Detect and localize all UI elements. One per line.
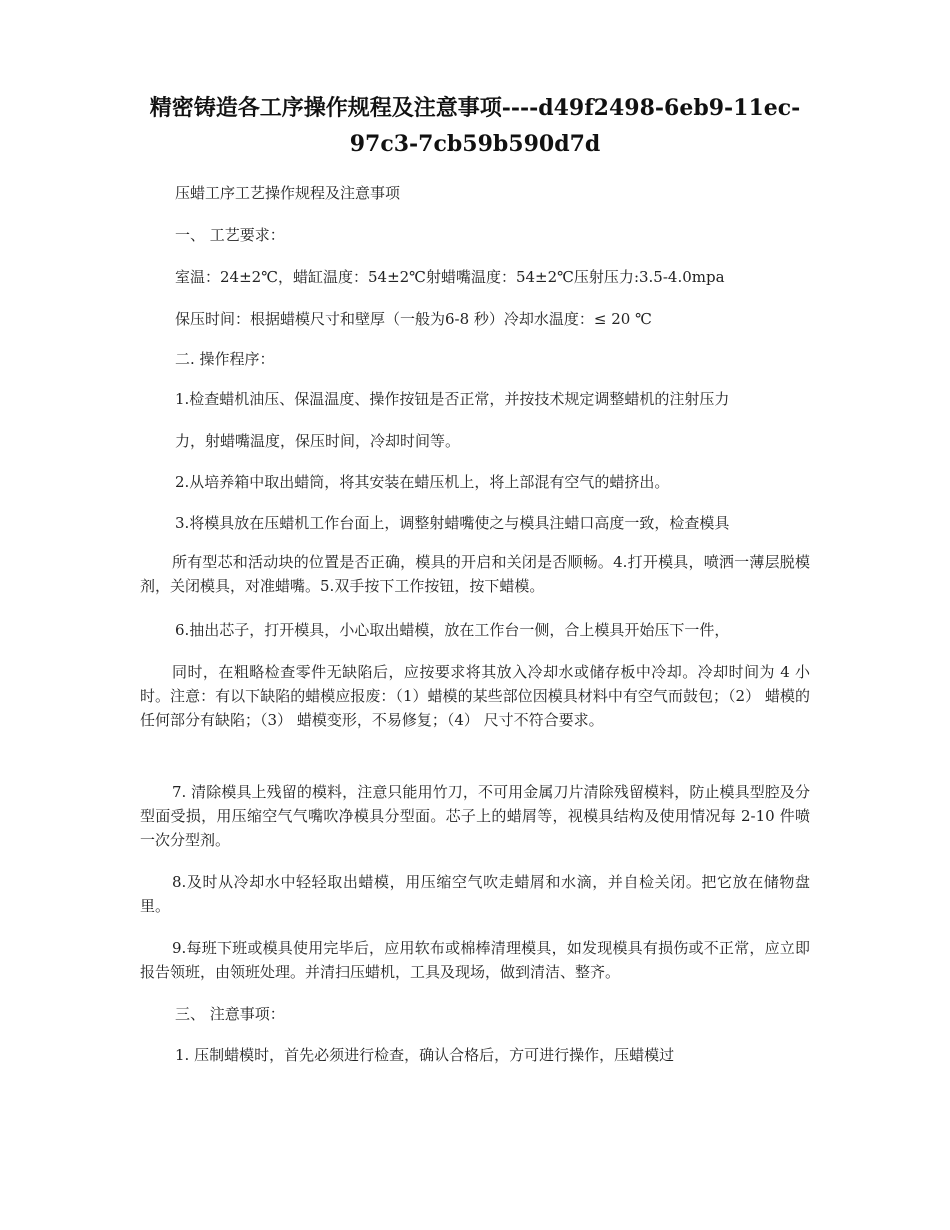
step-1-line-2: 力，射蜡嘴温度，保压时间，冷却时间等。: [175, 432, 461, 450]
title-line-2: 97c3-7cb59b590d7d: [349, 131, 601, 157]
section-heading: 压蜡工序工艺操作规程及注意事项: [175, 184, 401, 202]
title-line-1: 精密铸造各工序操作规程及注意事项----d49f2498-6eb9-11ec-: [149, 95, 801, 121]
step-7: 7. 清除模具上残留的模料，注意只能用竹刀，不可用金属刀片清除残留模料，防止模具型腔及分型面受损，用压缩空气气嘴吹净模具分型面。芯子上的蜡屑等，视模具结构及使用情况每 2-10 件喷一次分型剂。: [140, 783, 810, 849]
requirement-line-2: 保压时间：根据蜡模尺寸和壁厚（一般为6-8 秒）冷却水温度：≤ 20 ℃: [175, 310, 652, 328]
note-1: 1. 压制蜡模时，首先必须进行检查，确认合格后，方可进行操作，压蜡模过: [175, 1046, 675, 1064]
step-8: 8.及时从冷却水中轻轻取出蜡模，用压缩空气吹走蜡屑和水滴，并自检关闭。把它放在储物盘里。: [140, 873, 810, 915]
document-title: [100, 90, 850, 162]
heading-precautions: 三、 注意事项：: [175, 1005, 285, 1023]
step-6-body: 同时，在粗略检查零件无缺陷后，应按要求将其放入冷却水或储存板中冷却。冷却时间为 4 小时。注意：有以下缺陷的蜡模应报废：（1）蜡模的某些部位因模具材料中有空气而鼓包；（2） 蜡模的任何部分有缺陷；（3） 蜡模变形，不易修复；（4） 尺寸不符合要求。: [140, 663, 810, 729]
heading-process-requirements: 一、 工艺要求：: [175, 226, 285, 244]
step-3-to-5: 所有型芯和活动块的位置是否正确，模具的开启和关闭是否顺畅。4.打开模具，喷洒一薄层脱模剂，关闭模具，对准蜡嘴。5.双手按下工作按钮，按下蜡模。: [140, 553, 810, 595]
requirement-line-1: 室温：24±2℃，蜡缸温度：54±2℃射蜡嘴温度：54±2℃压射压力:3.5-4.0mpa: [175, 268, 725, 286]
step-3-line-1: 3.将模具放在压蜡机工作台面上，调整射蜡嘴使之与模具注蜡口高度一致，检查模具: [175, 514, 730, 532]
step-1-line-1: 1.检查蜡机油压、保温温度、操作按钮是否正常，并按技术规定调整蜡机的注射压力: [175, 390, 730, 408]
heading-operating-procedure: 二. 操作程序：: [175, 350, 275, 368]
step-9: 9.每班下班或模具使用完毕后，应用软布或棉棒清理模具，如发现模具有损伤或不正常，应立即报告领班，由领班处理。并清扫压蜡机，工具及现场，做到清洁、整齐。: [140, 939, 810, 981]
step-2: 2.从培养箱中取出蜡筒，将其安装在蜡压机上，将上部混有空气的蜡挤出。: [175, 473, 670, 491]
step-6-line-1: 6.抽出芯子，打开模具，小心取出蜡模，放在工作台一侧，合上模具开始压下一件，: [175, 621, 730, 639]
